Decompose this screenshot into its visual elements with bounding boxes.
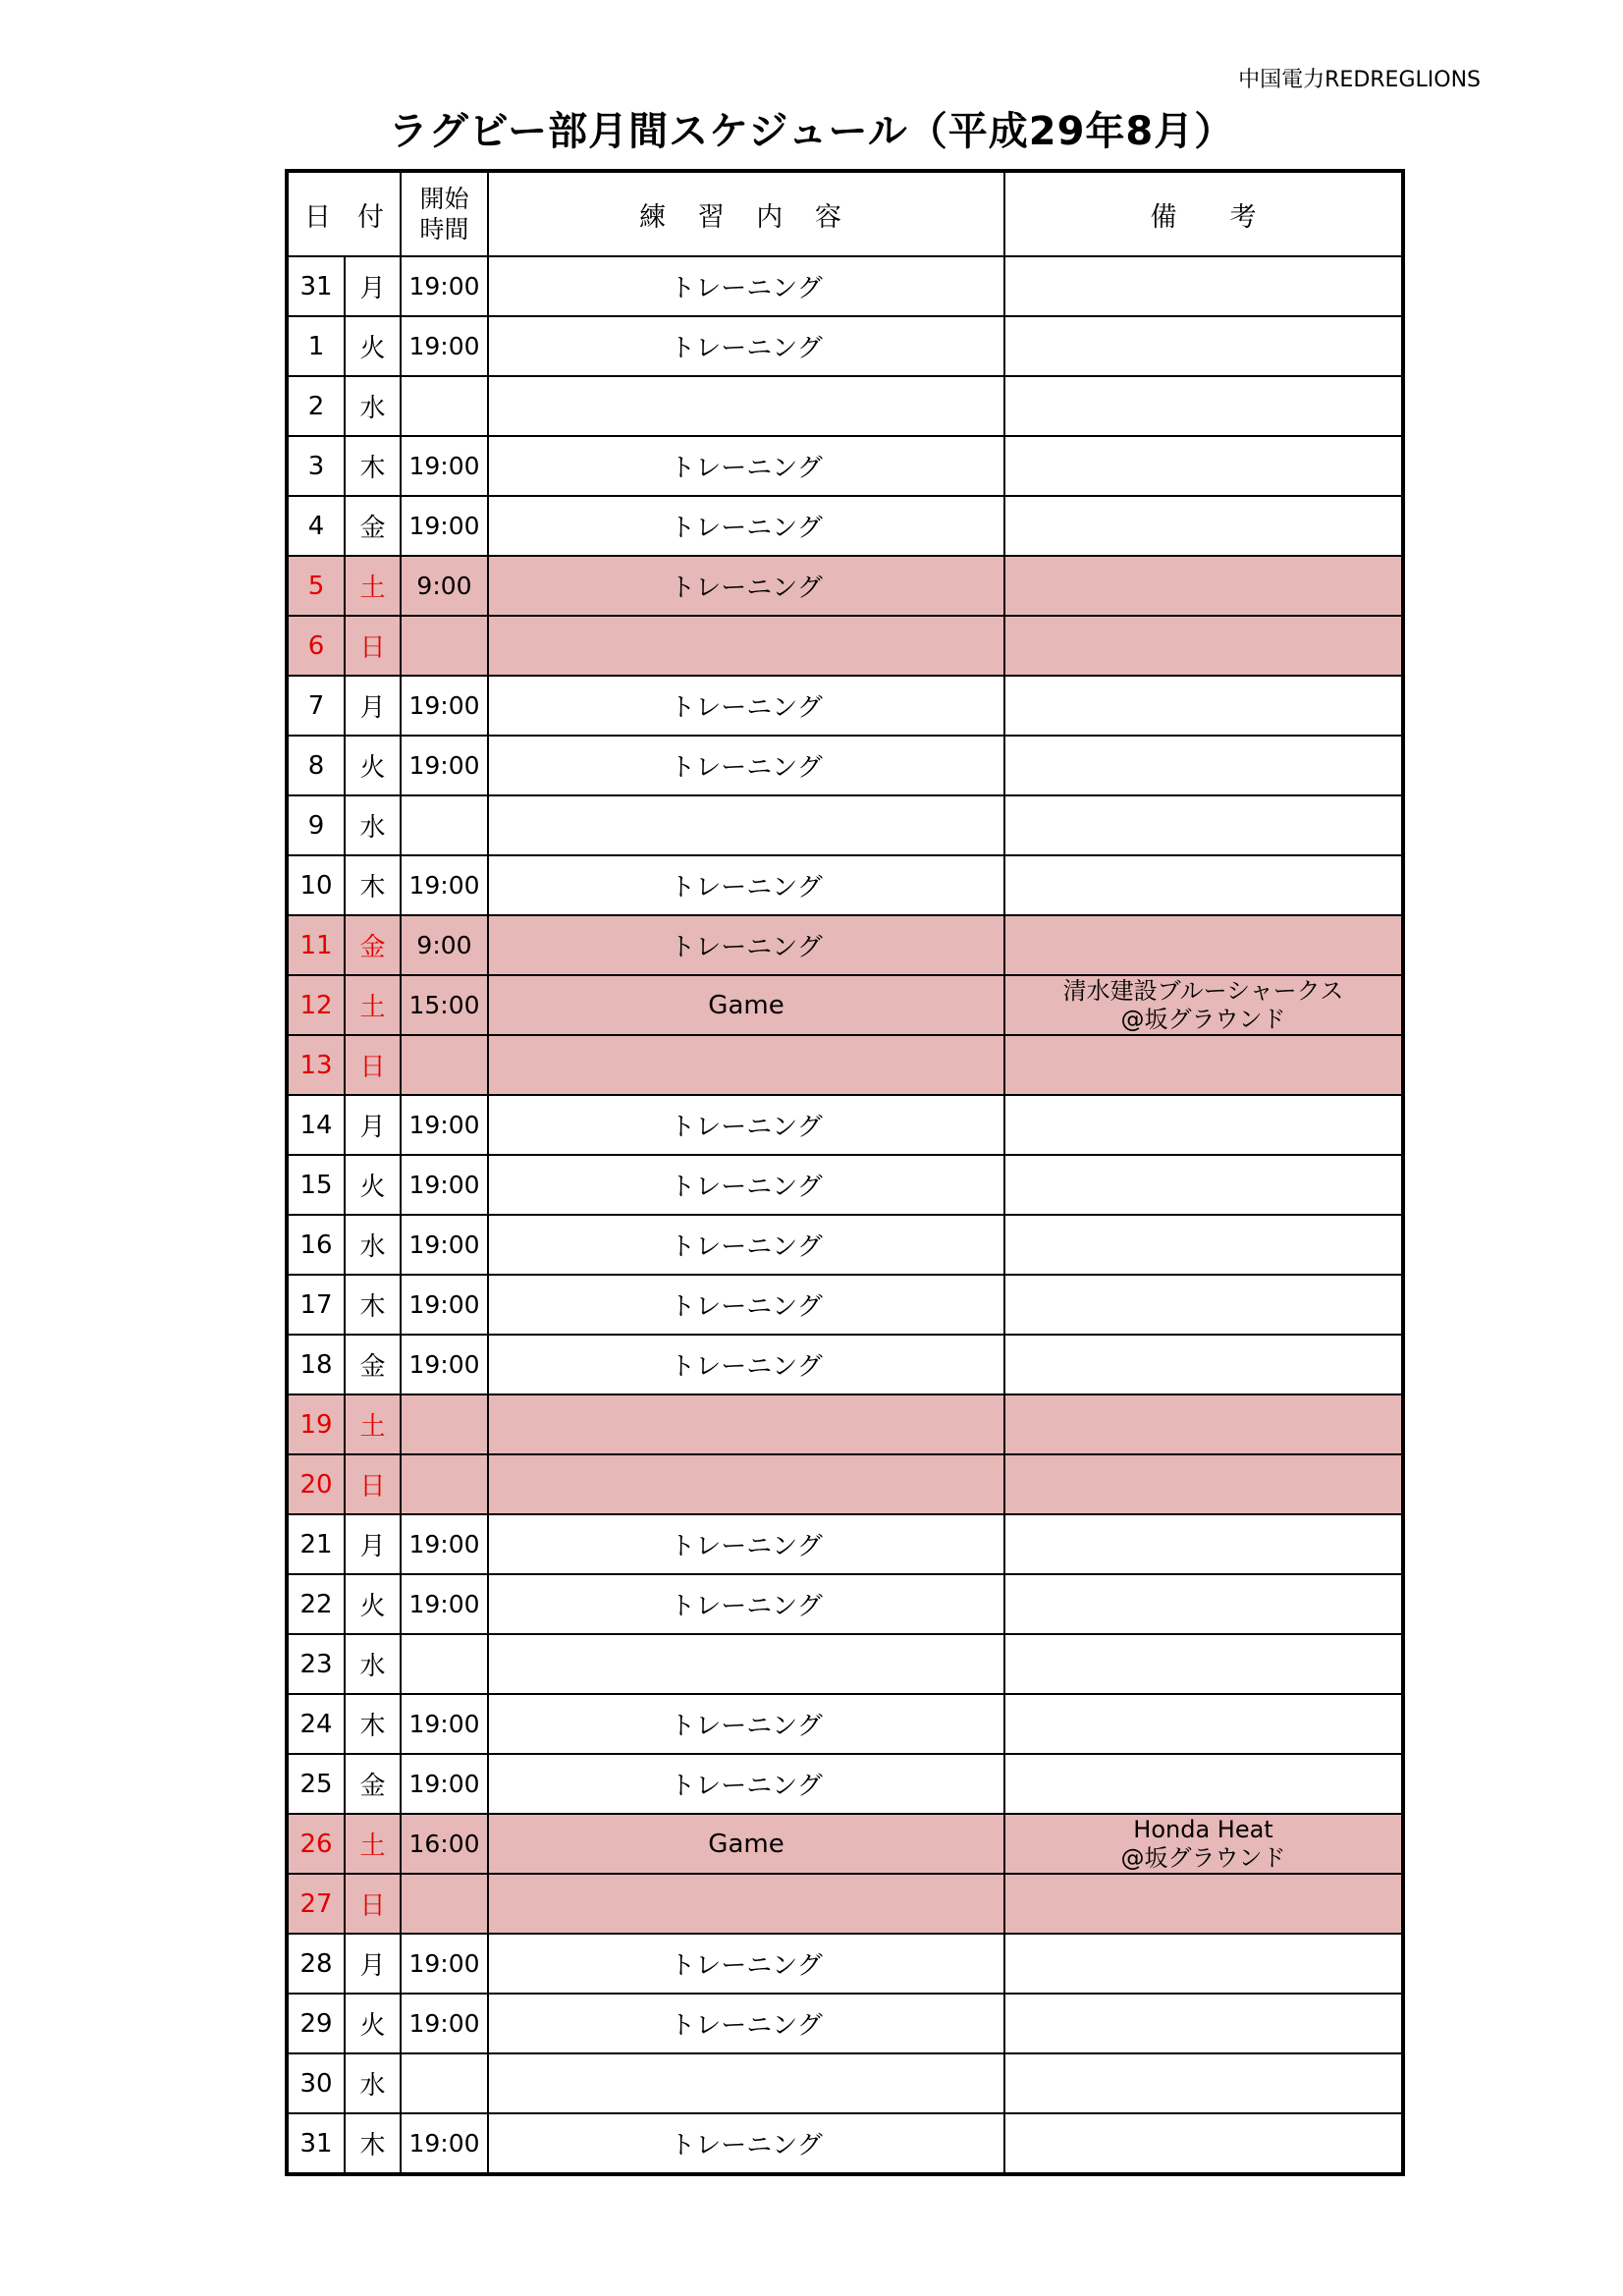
day-cell: 2 xyxy=(287,376,345,436)
day-cell: 8 xyxy=(287,736,345,795)
notes-cell xyxy=(1004,1874,1403,1934)
practice-cell: トレーニング xyxy=(488,316,1004,376)
practice-cell xyxy=(488,616,1004,676)
weekday-cell: 日 xyxy=(345,1454,401,1514)
header-start-time xyxy=(401,171,488,256)
day-cell: 6 xyxy=(287,616,345,676)
notes-cell xyxy=(1004,1215,1403,1275)
practice-cell: トレーニング xyxy=(488,1694,1004,1754)
notes-cell xyxy=(1004,256,1403,316)
table-row xyxy=(287,915,1403,975)
table-row xyxy=(287,855,1403,915)
notes-cell xyxy=(1004,616,1403,676)
table-row xyxy=(287,2053,1403,2113)
table-row xyxy=(287,1514,1403,1574)
start-time-cell: 19:00 xyxy=(401,1514,488,1574)
table-row xyxy=(287,1335,1403,1394)
start-time-cell: 9:00 xyxy=(401,915,488,975)
practice-cell xyxy=(488,1874,1004,1934)
weekday-cell: 金 xyxy=(345,496,401,556)
weekday-cell: 水 xyxy=(345,376,401,436)
start-time-cell: 19:00 xyxy=(401,1994,488,2053)
notes-cell xyxy=(1004,376,1403,436)
start-time-cell: 19:00 xyxy=(401,1934,488,1994)
notes-cell xyxy=(1004,1394,1403,1454)
notes-line: @坂グラウンド xyxy=(1120,1843,1286,1872)
weekday-cell: 金 xyxy=(345,915,401,975)
weekday-cell: 木 xyxy=(345,436,401,496)
day-cell: 29 xyxy=(287,1994,345,2053)
table-row xyxy=(287,256,1403,316)
day-cell: 4 xyxy=(287,496,345,556)
start-time-cell xyxy=(401,795,488,855)
header-start-time-line1: 開始 xyxy=(419,185,469,213)
table-row xyxy=(287,1634,1403,1694)
notes-cell xyxy=(1004,1574,1403,1634)
day-cell: 11 xyxy=(287,915,345,975)
practice-cell xyxy=(488,1035,1004,1095)
weekday-cell: 月 xyxy=(345,1514,401,1574)
weekday-cell: 火 xyxy=(345,1994,401,2053)
notes-cell xyxy=(1004,795,1403,855)
weekday-cell: 水 xyxy=(345,2053,401,2113)
table-row xyxy=(287,1155,1403,1215)
day-cell: 12 xyxy=(287,975,345,1035)
table-row xyxy=(287,1694,1403,1754)
start-time-cell: 19:00 xyxy=(401,1754,488,1814)
notes-cell xyxy=(1004,2053,1403,2113)
day-cell: 14 xyxy=(287,1095,345,1155)
table-row xyxy=(287,556,1403,616)
practice-cell: トレーニング xyxy=(488,496,1004,556)
practice-cell: トレーニング xyxy=(488,915,1004,975)
notes-cell xyxy=(1004,855,1403,915)
weekday-cell: 日 xyxy=(345,1035,401,1095)
start-time-cell: 19:00 xyxy=(401,1275,488,1335)
notes-cell xyxy=(1004,1814,1403,1874)
practice-cell: トレーニング xyxy=(488,1994,1004,2053)
table-row xyxy=(287,975,1403,1035)
weekday-cell: 木 xyxy=(345,2113,401,2174)
notes-cell xyxy=(1004,1095,1403,1155)
start-time-cell: 19:00 xyxy=(401,1155,488,1215)
practice-cell: トレーニング xyxy=(488,1095,1004,1155)
day-cell: 18 xyxy=(287,1335,345,1394)
day-cell: 31 xyxy=(287,256,345,316)
weekday-cell: 月 xyxy=(345,1095,401,1155)
notes-cell xyxy=(1004,1514,1403,1574)
day-cell: 9 xyxy=(287,795,345,855)
table-row xyxy=(287,496,1403,556)
start-time-cell xyxy=(401,1874,488,1934)
day-cell: 23 xyxy=(287,1634,345,1694)
practice-cell: トレーニング xyxy=(488,1574,1004,1634)
practice-cell: Game xyxy=(488,975,1004,1035)
practice-cell xyxy=(488,1454,1004,1514)
table-row xyxy=(287,736,1403,795)
weekday-cell: 土 xyxy=(345,556,401,616)
start-time-cell: 19:00 xyxy=(401,2113,488,2174)
day-cell: 13 xyxy=(287,1035,345,1095)
weekday-cell: 月 xyxy=(345,256,401,316)
start-time-cell: 19:00 xyxy=(401,256,488,316)
start-time-cell: 19:00 xyxy=(401,316,488,376)
start-time-cell xyxy=(401,1634,488,1694)
table-row xyxy=(287,1215,1403,1275)
practice-cell: トレーニング xyxy=(488,256,1004,316)
start-time-cell: 19:00 xyxy=(401,436,488,496)
weekday-cell: 水 xyxy=(345,795,401,855)
header-practice-label: 練 習 内 容 xyxy=(639,201,853,233)
weekday-cell: 火 xyxy=(345,316,401,376)
practice-cell: トレーニング xyxy=(488,2113,1004,2174)
table-row xyxy=(287,1934,1403,1994)
weekday-cell: 火 xyxy=(345,1155,401,1215)
practice-cell: トレーニング xyxy=(488,736,1004,795)
schedule-table xyxy=(285,169,1405,2176)
weekday-cell: 日 xyxy=(345,1874,401,1934)
notes-cell xyxy=(1004,1754,1403,1814)
weekday-cell: 金 xyxy=(345,1335,401,1394)
weekday-cell: 金 xyxy=(345,1754,401,1814)
notes-cell xyxy=(1004,1275,1403,1335)
start-time-cell: 19:00 xyxy=(401,1215,488,1275)
table-row xyxy=(287,1574,1403,1634)
weekday-cell: 日 xyxy=(345,616,401,676)
notes-line: 清水建設ブルーシャークス xyxy=(1062,976,1344,1005)
day-cell: 17 xyxy=(287,1275,345,1335)
practice-cell xyxy=(488,2053,1004,2113)
notes-line: @坂グラウンド xyxy=(1120,1005,1286,1033)
notes-cell xyxy=(1004,975,1403,1035)
table-row xyxy=(287,1095,1403,1155)
table-row xyxy=(287,1454,1403,1514)
weekday-cell: 土 xyxy=(345,1394,401,1454)
start-time-cell xyxy=(401,1394,488,1454)
weekday-cell: 木 xyxy=(345,1275,401,1335)
header-date: 日 付 xyxy=(287,171,401,256)
day-cell: 30 xyxy=(287,2053,345,2113)
practice-cell xyxy=(488,1394,1004,1454)
notes-cell xyxy=(1004,1934,1403,1994)
table-row xyxy=(287,616,1403,676)
start-time-cell: 19:00 xyxy=(401,1574,488,1634)
start-time-cell: 19:00 xyxy=(401,1694,488,1754)
notes-line: Honda Heat xyxy=(1133,1815,1273,1843)
notes-cell xyxy=(1004,915,1403,975)
notes-cell xyxy=(1004,1155,1403,1215)
weekday-cell: 月 xyxy=(345,676,401,736)
table-row xyxy=(287,1394,1403,1454)
practice-cell xyxy=(488,795,1004,855)
day-cell: 10 xyxy=(287,855,345,915)
day-cell: 5 xyxy=(287,556,345,616)
header-start-time-line2: 時間 xyxy=(419,215,469,244)
start-time-cell: 19:00 xyxy=(401,1335,488,1394)
start-time-cell: 19:00 xyxy=(401,1095,488,1155)
day-cell: 20 xyxy=(287,1454,345,1514)
start-time-cell xyxy=(401,2053,488,2113)
table-row xyxy=(287,676,1403,736)
day-cell: 22 xyxy=(287,1574,345,1634)
start-time-cell xyxy=(401,616,488,676)
weekday-cell: 火 xyxy=(345,736,401,795)
notes-cell xyxy=(1004,1035,1403,1095)
start-time-cell xyxy=(401,376,488,436)
start-time-cell xyxy=(401,1454,488,1514)
start-time-cell: 15:00 xyxy=(401,975,488,1035)
day-cell: 15 xyxy=(287,1155,345,1215)
notes-cell xyxy=(1004,2113,1403,2174)
day-cell: 25 xyxy=(287,1754,345,1814)
notes-cell xyxy=(1004,1634,1403,1694)
table-row xyxy=(287,1874,1403,1934)
weekday-cell: 木 xyxy=(345,1694,401,1754)
practice-cell: トレーニング xyxy=(488,1514,1004,1574)
table-row xyxy=(287,1814,1403,1874)
weekday-cell: 土 xyxy=(345,975,401,1035)
page-title: ラグビー部月間スケジュール（平成29年8月） xyxy=(388,109,1235,154)
notes-cell xyxy=(1004,436,1403,496)
notes-cell xyxy=(1004,496,1403,556)
day-cell: 24 xyxy=(287,1694,345,1754)
practice-cell: トレーニング xyxy=(488,1275,1004,1335)
start-time-cell: 19:00 xyxy=(401,496,488,556)
practice-cell: トレーニング xyxy=(488,1934,1004,1994)
start-time-cell xyxy=(401,1035,488,1095)
practice-cell: トレーニング xyxy=(488,556,1004,616)
table-row xyxy=(287,436,1403,496)
day-cell: 28 xyxy=(287,1934,345,1994)
day-cell: 31 xyxy=(287,2113,345,2174)
start-time-cell: 19:00 xyxy=(401,736,488,795)
day-cell: 16 xyxy=(287,1215,345,1275)
notes-cell xyxy=(1004,1694,1403,1754)
notes-cell xyxy=(1004,1335,1403,1394)
table-row xyxy=(287,376,1403,436)
table-row xyxy=(287,1754,1403,1814)
notes-cell xyxy=(1004,1994,1403,2053)
weekday-cell: 木 xyxy=(345,855,401,915)
day-cell: 1 xyxy=(287,316,345,376)
schedule-rows xyxy=(287,256,1403,2174)
weekday-cell: 水 xyxy=(345,1215,401,1275)
practice-cell: トレーニング xyxy=(488,676,1004,736)
weekday-cell: 月 xyxy=(345,1934,401,1994)
header-notes: 備 考 xyxy=(1004,171,1403,256)
day-cell: 27 xyxy=(287,1874,345,1934)
table-header-row xyxy=(287,171,1403,256)
table-row xyxy=(287,795,1403,855)
weekday-cell: 水 xyxy=(345,1634,401,1694)
notes-cell xyxy=(1004,1454,1403,1514)
weekday-cell: 土 xyxy=(345,1814,401,1874)
day-cell: 7 xyxy=(287,676,345,736)
start-time-cell: 9:00 xyxy=(401,556,488,616)
notes-cell xyxy=(1004,556,1403,616)
weekday-cell: 火 xyxy=(345,1574,401,1634)
day-cell: 19 xyxy=(287,1394,345,1454)
table-row xyxy=(287,1035,1403,1095)
start-time-cell: 19:00 xyxy=(401,855,488,915)
table-row xyxy=(287,2113,1403,2174)
practice-cell xyxy=(488,1634,1004,1694)
practice-cell: Game xyxy=(488,1814,1004,1874)
practice-cell: トレーニング xyxy=(488,1155,1004,1215)
practice-cell: トレーニング xyxy=(488,855,1004,915)
day-cell: 3 xyxy=(287,436,345,496)
organization-name: 中国電力REDREGLIONS xyxy=(1238,68,1481,92)
practice-cell: トレーニング xyxy=(488,436,1004,496)
day-cell: 26 xyxy=(287,1814,345,1874)
practice-cell: トレーニング xyxy=(488,1754,1004,1814)
table-row xyxy=(287,1275,1403,1335)
table-row xyxy=(287,1994,1403,2053)
practice-cell: トレーニング xyxy=(488,1335,1004,1394)
day-cell: 21 xyxy=(287,1514,345,1574)
notes-cell xyxy=(1004,316,1403,376)
practice-cell xyxy=(488,376,1004,436)
table-row xyxy=(287,316,1403,376)
header-practice xyxy=(488,171,1004,256)
notes-cell xyxy=(1004,676,1403,736)
practice-cell: トレーニング xyxy=(488,1215,1004,1275)
start-time-cell: 16:00 xyxy=(401,1814,488,1874)
notes-cell xyxy=(1004,736,1403,795)
start-time-cell: 19:00 xyxy=(401,676,488,736)
